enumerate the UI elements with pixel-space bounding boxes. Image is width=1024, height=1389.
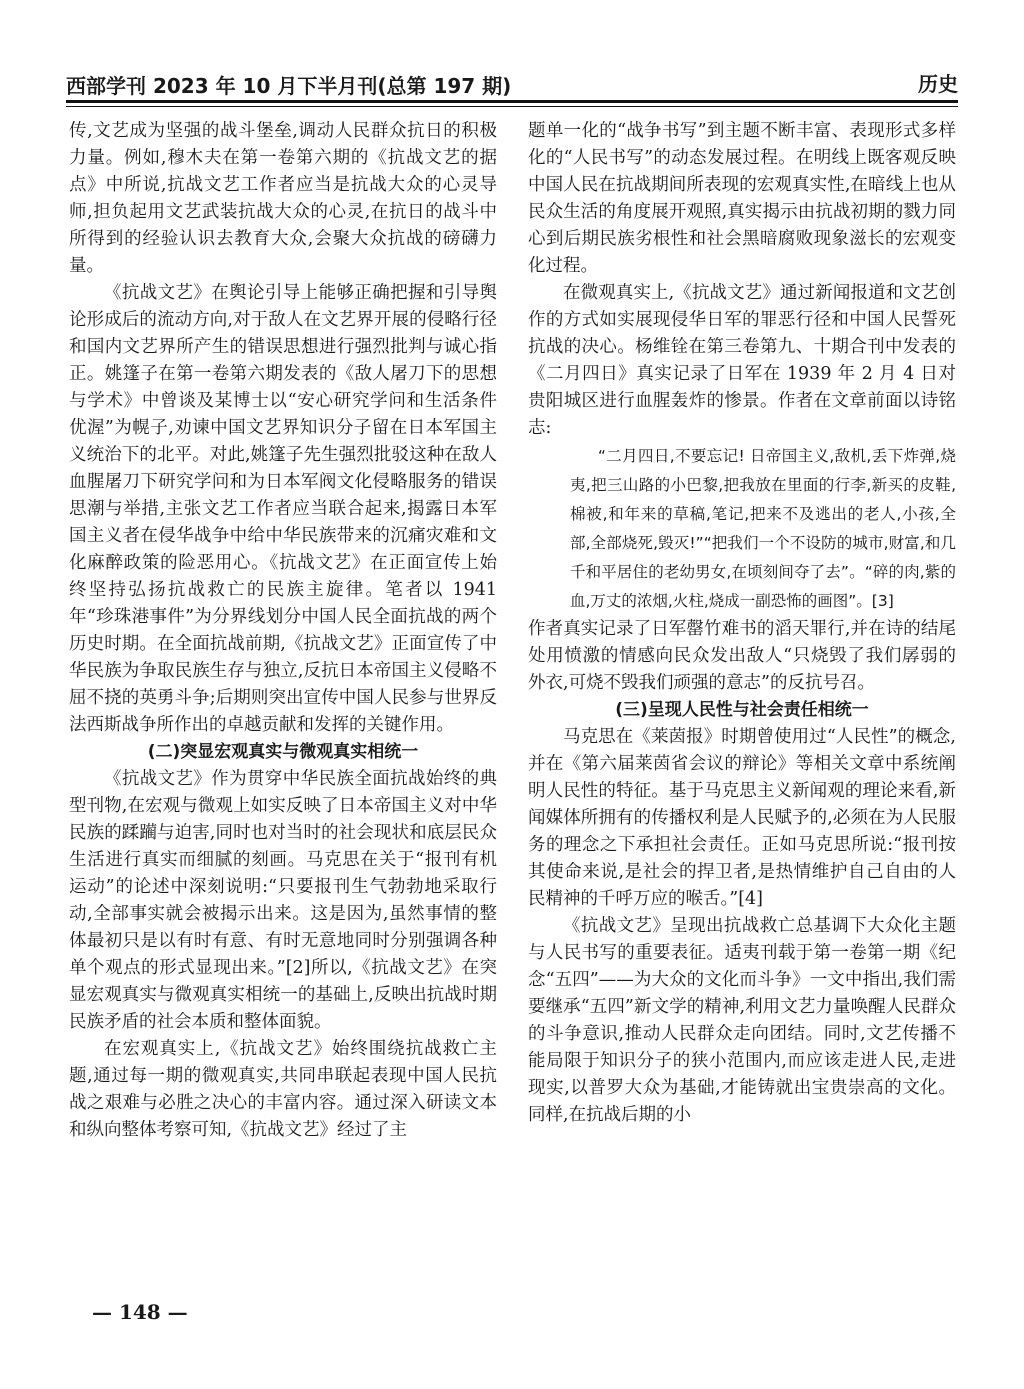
journal-masthead: 西部学刊 2023 年 10 月下半月刊(总第 197 期) xyxy=(66,74,512,98)
body-paragraph: 在微观真实上,《抗战文艺》通过新闻报道和文艺创作的方式如实展现侵华日军的罪恶行径和中国人民誓死抗战的决心。杨维铨在第三卷第九、十期合刊中发表的《二月四日》真实记录了日军在 1939 年 2 月 4 日对贵阳城区进行血腥轰炸的惨景。作者在文章前面以诗铭志: xyxy=(528,283,956,438)
header-rule-thick xyxy=(66,100,958,103)
body-paragraph: 《抗战文艺》在舆论引导上能够正确把握和引导舆论形成后的流动方向,对于敌人在文艺界开展的侵略行径和国内文艺界所产生的错误思想进行强烈批判与诚心指正。姚篷子在第一卷第六期发表的《敌人屠刀下的思想与学术》中曾谈及某博士以“安心研究学问和生活条件优渥”为幌子,劝谏中国文艺界知识分子留在日本军国主义统治下的北平。对此,姚篷子先生强烈批驳这种在敌人血腥屠刀下研究学问和为日本军阀文化侵略服务的错误思潮与举措,主张文艺工作者应当联合起来,揭露日本军国主义者在侵华战争中给中华民族带来的沉痛灾难和文化麻醉政策的险恶用心。《抗战文艺》在正面宣传上始终坚持弘扬抗战救亡的民族主旋律。笔者以 1941 年“珍珠港事件”为分界线划分中国人民全面抗战的两个历史时期。在全面抗战前期,《抗战文艺》正面宣传了中华民族为争取民族生存与独立,反抗日本帝国主义侵略不屈不挠的英勇斗争;后期则突出宣传中国人民参与世界反法西斯战争所作出的卓越贡献和发挥的关键作用。 xyxy=(69,283,497,735)
poem-quote xyxy=(528,442,956,616)
body-paragraph: 在宏观真实上,《抗战文艺》始终围绕抗战救亡主题,通过每一期的微观真实,共同串联起表现中国人民抗战之艰难与必胜之决心的丰富内容。通过深入研读文本和纵向整体考察可知,《抗战文艺》经过了主 xyxy=(69,1039,497,1140)
header-rule-thin xyxy=(66,106,958,107)
body-paragraph: 《抗战文艺》作为贯穿中华民族全面抗战始终的典型刊物,在宏观与微观上如实反映了日本帝国主义对中华民族的蹂躏与迫害,同时也对当时的社会现状和底层民众生活进行真实而细腻的刻画。马克思在关于“报刊有机运动”的论述中深刻说明:“只要报刊生气勃勃地采取行动,全部事实就会被揭示出来。这是因为,虽然事情的整体最初只是以有时有意、有时无意地同时分别强调各种单个观点的形式显现出来。”[2]所以,《抗战文艺》在突显宏观真实与微观真实相统一的基础上,反映出抗战时期民族矛盾的社会本质和整体面貌。 xyxy=(69,769,497,1032)
body-paragraph: 作者真实记录了日军罄竹难书的滔天罪行,并在诗的结尾处用愤激的情感向民众发出敌人“只烧毁了我们孱弱的外衣,可烧不毁我们顽强的意志”的反抗号召。 xyxy=(528,619,956,693)
section-heading: (三)呈现人民性与社会责任相统一 xyxy=(615,700,869,720)
page-number: — 148 — xyxy=(92,1300,188,1324)
left-column xyxy=(69,118,497,1144)
section-heading: (二)突显宏观真实与微观真实相统一 xyxy=(147,742,419,762)
page-header xyxy=(66,68,958,100)
body-paragraph: 马克思在《莱茵报》时期曾使用过“人民性”的概念,并在《第六届莱茵省会议的辩论》等相关文章中系统阐明人民性的特征。基于马克思主义新闻观的理论来看,新闻媒体所拥有的传播权利是人民赋予的,必须在为人民服务的理念之下承担社会责任。正如马克思所说:“报刊按其使命来说,是社会的捍卫者,是热情维护自己自由的人民精神的千呼万应的喉舌。”[4] xyxy=(528,727,956,909)
right-column xyxy=(528,118,956,1129)
body-paragraph: 题单一化的“战争书写”到主题不断丰富、表现形式多样化的“人民书写”的动态发展过程。在明线上既客观反映中国人民在抗战期间所表现的宏观真实性,在暗线上也从民众生活的角度展开观照,真实揭示由抗战初期的戮力同心到后期民族劣根性和社会黑暗腐败现象滋长的宏观变化过程。 xyxy=(528,121,956,276)
poem-text: “二月四日,不要忘记! 日帝国主义,敌机,丢下炸弹,烧夷,把三山路的小巴黎,把我放在里面的行李,新买的皮鞋,棉被,和年来的草稿,笔记,把来不及逃出的老人,小孩,全部,全部烧死,毁灭!”“把我们一个不设防的城市,财富,和几千和平居住的老幼男女,在顷刻间夺了去”。“碎的肉,紫的血,万丈的浓烟,火柱,烧成一副恐怖的画图”。[3] xyxy=(570,447,956,610)
section-label: 历史 xyxy=(918,72,958,96)
body-paragraph: 传,文艺成为坚强的战斗堡垒,调动人民群众抗日的积极力量。例如,穆木夫在第一卷第六期的《抗战文艺的据点》中所说,抗战文艺工作者应当是抗战大众的心灵导师,担负起用文艺武装抗战大众的心灵,在抗日的战斗中所得到的经验认识去教育大众,会聚大众抗战的磅礴力量。 xyxy=(69,121,497,276)
body-paragraph: 《抗战文艺》呈现出抗战救亡总基调下大众化主题与人民书写的重要表征。适夷刊载于第一卷第一期《纪念“五四”——为大众的文化而斗争》一文中指出,我们需要继承“五四”新文学的精神,利用文艺力量唤醒人民群众的斗争意识,推动人民群众走向团结。同时,文艺传播不能局限于知识分子的狭小范围内,而应该走进人民,走进现实,以普罗大众为基础,才能铸就出宝贵崇高的文化。同样,在抗战后期的小 xyxy=(528,916,956,1125)
